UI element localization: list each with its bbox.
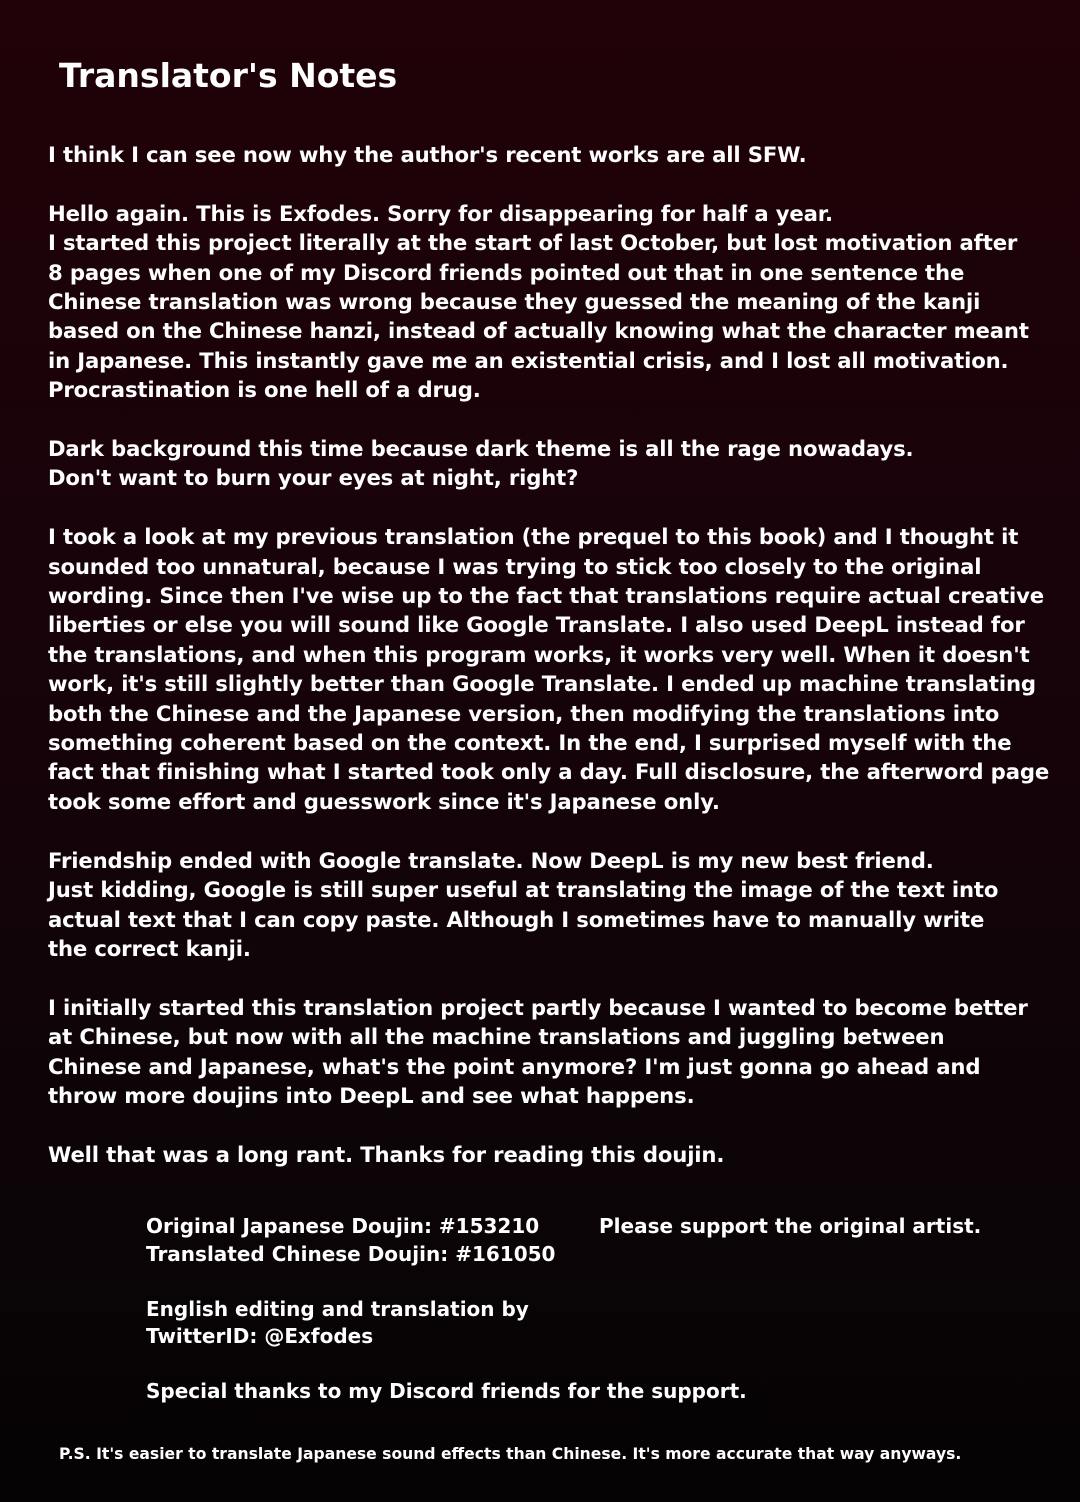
text-line: in Japanese. This instantly gave me an existential crisis, and I lost all motivation. bbox=[48, 347, 1009, 373]
paragraph-4 bbox=[48, 522, 1048, 816]
text-line: Well that was a long rant. Thanks for reading this doujin. bbox=[48, 1141, 725, 1167]
text-line: Just kidding, Google is still super useful at translating the image of the text into bbox=[48, 877, 999, 903]
spacer bbox=[146, 1351, 1026, 1379]
text-line: actual text that I can copy paste. Although I sometimes have to manually write bbox=[48, 906, 985, 932]
text-line: Dark background this time because dark theme is all the rage nowadays. bbox=[48, 436, 914, 462]
paragraph-6 bbox=[48, 993, 1048, 1111]
text-line: fact that finishing what I started took only a day. Full disclosure, the afterword page bbox=[48, 759, 1050, 785]
text-line: Chinese and Japanese, what's the point anymore? I'm just gonna go ahead and bbox=[48, 1053, 981, 1079]
text-line: Hello again. This is Exfodes. Sorry for disappearing for half a year. bbox=[48, 200, 833, 226]
paragraph-7 bbox=[48, 1140, 1048, 1169]
translated-doujin-credit: Translated Chinese Doujin: #161050 bbox=[146, 1241, 556, 1266]
text-line: sounded too unnatural, because I was trying to stick too closely to the original bbox=[48, 553, 982, 579]
page-title: Translator's Notes bbox=[59, 56, 398, 95]
text-line: liberties or else you will sound like Google Translate. I also used DeepL instead for bbox=[48, 612, 1025, 638]
text-line: both the Chinese and the Japanese version, then modifying the translations into bbox=[48, 700, 1000, 726]
spacer bbox=[146, 1268, 1026, 1296]
text-line: I think I can see now why the author's recent works are all SFW. bbox=[48, 142, 807, 167]
text-line: Don't want to burn your eyes at night, right? bbox=[48, 465, 579, 491]
text-line: the correct kanji. bbox=[48, 935, 251, 961]
original-doujin-credit: Original Japanese Doujin: #153210 bbox=[146, 1214, 540, 1238]
text-line: something coherent based on the context. In the end, I surprised myself with the bbox=[48, 730, 1012, 756]
text-line: I initially started this translation project partly because I wanted to become better bbox=[48, 994, 1028, 1020]
text-line: 8 pages when one of my Discord friends pointed out that in one sentence the bbox=[48, 259, 965, 285]
text-line: I took a look at my previous translation (the prequel to this book) and I thought it bbox=[48, 524, 1019, 550]
text-line: Chinese translation was wrong because they guessed the meaning of the kanji bbox=[48, 289, 981, 315]
text-line: Friendship ended with Google translate. Now DeepL is my new best friend. bbox=[48, 847, 934, 873]
special-thanks: Special thanks to my Discord friends for the support. bbox=[146, 1379, 747, 1403]
support-artist-note: Please support the original artist. bbox=[599, 1214, 982, 1238]
text-line: based on the Chinese hanzi, instead of actually knowing what the character meant bbox=[48, 318, 1029, 344]
paragraph-2 bbox=[48, 199, 1048, 405]
twitter-id: TwitterID: @Exfodes bbox=[146, 1324, 374, 1348]
editing-credit: English editing and translation by bbox=[146, 1296, 529, 1321]
text-line: at Chinese, but now with all the machine translations and juggling between bbox=[48, 1024, 945, 1050]
text-line: throw more doujins into DeepL and see what happens. bbox=[48, 1082, 695, 1108]
postscript: P.S. It's easier to translate Japanese sound effects than Chinese. It's more accurate that way anyways. bbox=[59, 1445, 962, 1463]
text-line: I started this project literally at the start of last October, but lost motivation after bbox=[48, 230, 1018, 256]
credits-block bbox=[146, 1213, 1026, 1406]
text-line: took some effort and guesswork since it's Japanese only. bbox=[48, 788, 720, 814]
notes-body bbox=[48, 140, 1048, 1169]
paragraph-3 bbox=[48, 434, 1048, 493]
paragraph-5 bbox=[48, 846, 1048, 964]
text-line: Procrastination is one hell of a drug. bbox=[48, 377, 481, 403]
paragraph-1 bbox=[48, 140, 1048, 169]
text-line: wording. Since then I've wise up to the fact that translations require actual creative bbox=[48, 583, 1045, 609]
text-line: work, it's still slightly better than Google Translate. I ended up machine translating bbox=[48, 671, 1036, 697]
text-line: the translations, and when this program works, it works very well. When it doesn't bbox=[48, 641, 1030, 667]
